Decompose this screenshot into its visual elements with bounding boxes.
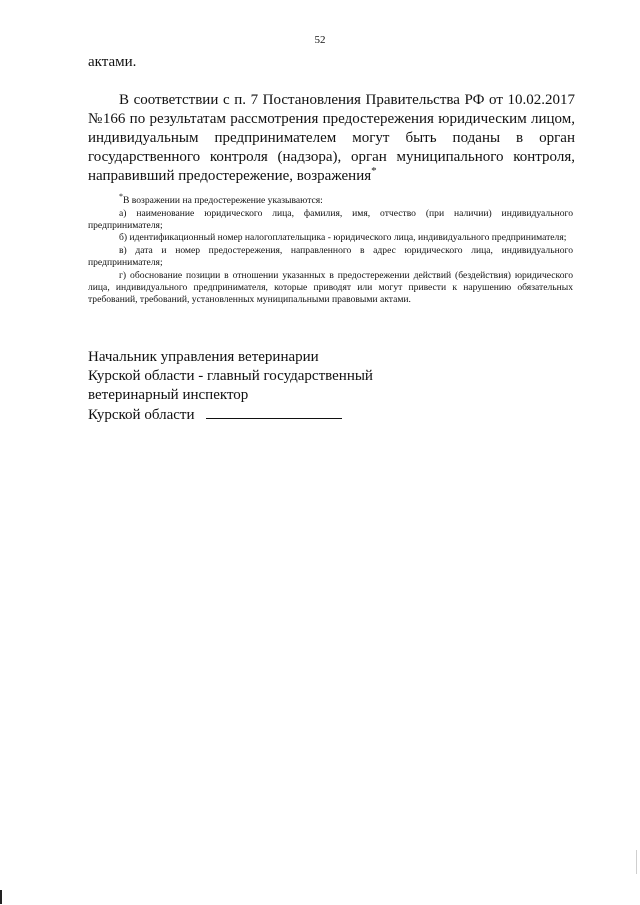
- signature-region: Курской области: [88, 406, 195, 423]
- signature-title-line-2: Курской области - главный государственный: [88, 368, 373, 385]
- signature-block: [88, 348, 373, 425]
- main-paragraph: [88, 91, 575, 186]
- signature-title-line-1: Начальник управления ветеринарии: [88, 349, 319, 365]
- continuation-text: актами.: [88, 54, 137, 70]
- signature-title-line-3: ветеринарный инспектор: [88, 387, 249, 404]
- footnote-intro-text: В возражении на предостережение указываются:: [123, 195, 323, 207]
- footnote-item-d: г) обоснование позиции в отношении указанных в предостережении действий (бездействия) юридического лица, индивидуального предпринимателя, которые приводят или могут привести к нарушению обязательных требований, требований, установленных муниципальными правовыми актами.: [88, 269, 573, 306]
- footnote-intro-marker: *: [119, 192, 123, 201]
- signature-title-line-4: [88, 406, 373, 425]
- scan-artifact-left: [0, 890, 2, 904]
- footnote: [88, 191, 573, 307]
- footnote-item-c: в) дата и номер предостережения, направленного в адрес юридического лица, индивидуального предпринимателя;: [88, 244, 573, 269]
- signature-line: [206, 406, 342, 419]
- footnote-item-b: б) идентификационный номер налогоплательщика - юридического лица, индивидуального предпринимателя;: [119, 232, 567, 244]
- main-paragraph-text: В соответствии с п. 7 Постановления Правительства РФ от 10.02.2017 №166 по результатам рассмотрения предостережения юридическим лицом, индивидуальным предпринимателем могут быть поданы в орган государственного контроля (надзора), орган муниципального контроля, направивший предостережение, возражения: [88, 92, 575, 184]
- scan-artifact-right: [636, 850, 637, 874]
- page-number: 52: [314, 34, 326, 46]
- footnote-marker: *: [371, 165, 377, 177]
- footnote-intro: [88, 191, 573, 208]
- footnote-item-a: а) наименование юридического лица, фамилия, имя, отчество (при наличии) индивидуального предпринимателя;: [88, 207, 573, 231]
